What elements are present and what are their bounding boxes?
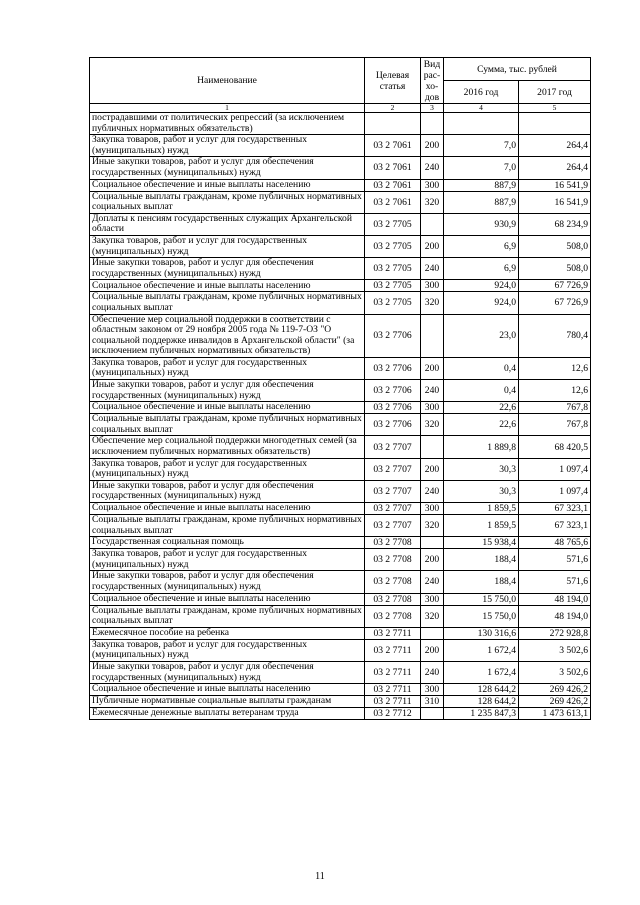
row-type-cell: 300 bbox=[421, 280, 444, 292]
row-2016-cell: 128 644,2 bbox=[444, 684, 519, 696]
row-2016-cell: 15 750,0 bbox=[444, 605, 519, 627]
row-2017-cell: 272 928,8 bbox=[519, 627, 591, 639]
row-2017-cell: 571,6 bbox=[519, 571, 591, 593]
row-2017-cell: 269 426,2 bbox=[519, 696, 591, 708]
row-type-cell: 240 bbox=[421, 571, 444, 593]
row-article-cell: 03 2 7708 bbox=[365, 593, 421, 605]
row-name-cell: Социальное обеспечение и иные выплаты населению bbox=[90, 402, 365, 414]
row-2016-cell: 924,0 bbox=[444, 292, 519, 314]
row-article-cell: 03 2 7711 bbox=[365, 696, 421, 708]
row-name-cell: Государственная социальная помощь bbox=[90, 537, 365, 549]
row-name-cell: Иные закупки товаров, работ и услуг для обеспечения государственных (муниципальных) нужд bbox=[90, 480, 365, 502]
row-type-cell: 300 bbox=[421, 684, 444, 696]
row-article-cell: 03 2 7061 bbox=[365, 191, 421, 213]
row-2017-cell: 67 323,1 bbox=[519, 515, 591, 537]
row-name-cell: Социальные выплаты гражданам, кроме публичных нормативных социальных выплат bbox=[90, 414, 365, 436]
table-row bbox=[90, 213, 591, 235]
row-article-cell: 03 2 7711 bbox=[365, 684, 421, 696]
row-2017-cell: 1 473 613,1 bbox=[519, 708, 591, 720]
row-type-cell bbox=[421, 113, 444, 135]
row-type-cell: 240 bbox=[421, 157, 444, 179]
row-2017-cell: 68 420,5 bbox=[519, 436, 591, 458]
row-name-cell: Публичные нормативные социальные выплаты гражданам bbox=[90, 696, 365, 708]
row-type-cell: 240 bbox=[421, 480, 444, 502]
index-cell: 4 bbox=[444, 104, 519, 113]
header-2017: 2017 год bbox=[519, 81, 591, 104]
table-row bbox=[90, 235, 591, 257]
table-row bbox=[90, 503, 591, 515]
row-2016-cell: 1 859,5 bbox=[444, 503, 519, 515]
row-type-cell: 320 bbox=[421, 515, 444, 537]
row-article-cell: 03 2 7712 bbox=[365, 708, 421, 720]
row-2017-cell: 67 726,9 bbox=[519, 280, 591, 292]
row-2016-cell: 15 938,4 bbox=[444, 537, 519, 549]
table-row bbox=[90, 314, 591, 357]
row-name-cell: Закупка товаров, работ и услуг для государственных (муниципальных) нужд bbox=[90, 458, 365, 480]
table-row bbox=[90, 380, 591, 402]
row-article-cell: 03 2 7711 bbox=[365, 627, 421, 639]
table-row bbox=[90, 661, 591, 683]
row-name-cell: Иные закупки товаров, работ и услуг для обеспечения государственных (муниципальных) нужд bbox=[90, 571, 365, 593]
header-name: Наименование bbox=[90, 58, 365, 104]
row-2017-cell: 12,6 bbox=[519, 380, 591, 402]
row-2017-cell: 269 426,2 bbox=[519, 684, 591, 696]
row-type-cell bbox=[421, 537, 444, 549]
row-2017-cell: 12,6 bbox=[519, 357, 591, 379]
table-row bbox=[90, 571, 591, 593]
row-name-cell: Ежемесячные денежные выплаты ветеранам труда bbox=[90, 708, 365, 720]
row-article-cell: 03 2 7705 bbox=[365, 280, 421, 292]
row-2017-cell: 1 097,4 bbox=[519, 480, 591, 502]
header-sum: Сумма, тыс. рублей bbox=[444, 58, 591, 81]
row-name-cell: Социальные выплаты гражданам, кроме публичных нормативных социальных выплат bbox=[90, 292, 365, 314]
row-name-cell: Социальное обеспечение и иные выплаты населению bbox=[90, 280, 365, 292]
row-article-cell: 03 2 7707 bbox=[365, 458, 421, 480]
row-article-cell: 03 2 7707 bbox=[365, 436, 421, 458]
row-2016-cell: 930,9 bbox=[444, 213, 519, 235]
row-article-cell: 03 2 7706 bbox=[365, 414, 421, 436]
row-article-cell: 03 2 7706 bbox=[365, 357, 421, 379]
row-2017-cell: 767,8 bbox=[519, 402, 591, 414]
row-2016-cell: 130 316,6 bbox=[444, 627, 519, 639]
table-row bbox=[90, 179, 591, 191]
row-type-cell: 300 bbox=[421, 593, 444, 605]
row-name-cell: Доплаты к пенсиям государственных служащих Архангельской области bbox=[90, 213, 365, 235]
row-2017-cell: 67 323,1 bbox=[519, 503, 591, 515]
row-name-cell: Социальные выплаты гражданам, кроме публичных нормативных социальных выплат bbox=[90, 605, 365, 627]
header-article: Целевая статья bbox=[365, 58, 421, 104]
row-name-cell: Социальное обеспечение и иные выплаты населению bbox=[90, 593, 365, 605]
table-row bbox=[90, 480, 591, 502]
row-type-cell: 320 bbox=[421, 605, 444, 627]
row-type-cell: 240 bbox=[421, 661, 444, 683]
row-name-cell: Социальные выплаты гражданам, кроме публичных нормативных социальных выплат bbox=[90, 191, 365, 213]
row-2016-cell: 7,0 bbox=[444, 157, 519, 179]
row-name-cell: Иные закупки товаров, работ и услуг для обеспечения государственных (муниципальных) нужд bbox=[90, 661, 365, 683]
row-name-cell: Социальное обеспечение и иные выплаты населению bbox=[90, 684, 365, 696]
row-article-cell: 03 2 7707 bbox=[365, 480, 421, 502]
table-row bbox=[90, 414, 591, 436]
row-2017-cell: 3 502,6 bbox=[519, 661, 591, 683]
row-name-cell: Социальное обеспечение и иные выплаты населению bbox=[90, 503, 365, 515]
row-2016-cell: 188,4 bbox=[444, 571, 519, 593]
row-article-cell: 03 2 7708 bbox=[365, 549, 421, 571]
row-2017-cell: 16 541,9 bbox=[519, 179, 591, 191]
row-type-cell: 200 bbox=[421, 357, 444, 379]
row-2017-cell: 264,4 bbox=[519, 135, 591, 157]
row-2017-cell bbox=[519, 113, 591, 135]
row-2017-cell: 67 726,9 bbox=[519, 292, 591, 314]
row-2017-cell: 780,4 bbox=[519, 314, 591, 357]
row-name-cell: Обеспечение мер социальной поддержки многодетных семей (за исключением публичных нормативных обязательств) bbox=[90, 436, 365, 458]
row-type-cell bbox=[421, 314, 444, 357]
row-type-cell bbox=[421, 436, 444, 458]
header-row bbox=[90, 58, 591, 81]
row-article-cell: 03 2 7706 bbox=[365, 402, 421, 414]
row-name-cell: Закупка товаров, работ и услуг для государственных (муниципальных) нужд bbox=[90, 135, 365, 157]
row-2016-cell: 6,9 bbox=[444, 235, 519, 257]
table-row bbox=[90, 402, 591, 414]
index-cell: 1 bbox=[90, 104, 365, 113]
row-type-cell: 300 bbox=[421, 402, 444, 414]
row-name-cell: Иные закупки товаров, работ и услуг для обеспечения государственных (муниципальных) нужд bbox=[90, 380, 365, 402]
row-2016-cell: 0,4 bbox=[444, 380, 519, 402]
row-name-cell: Социальные выплаты гражданам, кроме публичных нормативных социальных выплат bbox=[90, 515, 365, 537]
row-type-cell: 200 bbox=[421, 639, 444, 661]
row-type-cell: 200 bbox=[421, 235, 444, 257]
row-name-cell: Закупка товаров, работ и услуг для государственных (муниципальных) нужд bbox=[90, 549, 365, 571]
row-2016-cell: 188,4 bbox=[444, 549, 519, 571]
row-2016-cell: 22,6 bbox=[444, 414, 519, 436]
row-2016-cell: 1 889,8 bbox=[444, 436, 519, 458]
row-2017-cell: 264,4 bbox=[519, 157, 591, 179]
index-cell: 5 bbox=[519, 104, 591, 113]
row-article-cell: 03 2 7705 bbox=[365, 258, 421, 280]
row-2016-cell: 6,9 bbox=[444, 258, 519, 280]
row-2016-cell: 15 750,0 bbox=[444, 593, 519, 605]
row-2016-cell: 1 672,4 bbox=[444, 639, 519, 661]
table-row bbox=[90, 135, 591, 157]
row-2017-cell: 508,0 bbox=[519, 235, 591, 257]
row-article-cell: 03 2 7705 bbox=[365, 235, 421, 257]
row-type-cell: 300 bbox=[421, 179, 444, 191]
row-type-cell: 300 bbox=[421, 503, 444, 515]
row-2016-cell: 22,6 bbox=[444, 402, 519, 414]
table-row bbox=[90, 537, 591, 549]
row-2017-cell: 1 097,4 bbox=[519, 458, 591, 480]
row-article-cell: 03 2 7705 bbox=[365, 292, 421, 314]
row-2016-cell: 887,9 bbox=[444, 191, 519, 213]
row-2016-cell: 1 859,5 bbox=[444, 515, 519, 537]
table-row bbox=[90, 708, 591, 720]
header-2016: 2016 год bbox=[444, 81, 519, 104]
row-2016-cell: 7,0 bbox=[444, 135, 519, 157]
row-article-cell: 03 2 7708 bbox=[365, 571, 421, 593]
table-row bbox=[90, 292, 591, 314]
table-body bbox=[90, 113, 591, 720]
table-row bbox=[90, 696, 591, 708]
table-row bbox=[90, 639, 591, 661]
row-type-cell bbox=[421, 213, 444, 235]
table-row bbox=[90, 157, 591, 179]
row-2017-cell: 767,8 bbox=[519, 414, 591, 436]
row-2017-cell: 3 502,6 bbox=[519, 639, 591, 661]
row-article-cell: 03 2 7711 bbox=[365, 661, 421, 683]
row-type-cell: 200 bbox=[421, 458, 444, 480]
table-row bbox=[90, 515, 591, 537]
row-name-cell: Иные закупки товаров, работ и услуг для обеспечения государственных (муниципальных) нужд bbox=[90, 258, 365, 280]
row-type-cell bbox=[421, 627, 444, 639]
row-name-cell: Обеспечение мер социальной поддержки в соответствии с областным законом от 29 ноября 2005 года № 119-7-ОЗ "О социальной поддержке инвалидов в Архангельской области" (за исключением публичных нормативных обязательств) bbox=[90, 314, 365, 357]
row-name-cell: Ежемесячное пособие на ребенка bbox=[90, 627, 365, 639]
row-2016-cell: 30,3 bbox=[444, 480, 519, 502]
row-article-cell: 03 2 7708 bbox=[365, 537, 421, 549]
index-cell: 2 bbox=[365, 104, 421, 113]
row-type-cell: 200 bbox=[421, 135, 444, 157]
row-article-cell: 03 2 7705 bbox=[365, 213, 421, 235]
table-row bbox=[90, 113, 591, 135]
page-number: 11 bbox=[315, 871, 325, 882]
table-row bbox=[90, 191, 591, 213]
table-row bbox=[90, 684, 591, 696]
row-article-cell: 03 2 7061 bbox=[365, 179, 421, 191]
row-type-cell: 200 bbox=[421, 549, 444, 571]
table-row bbox=[90, 357, 591, 379]
row-name-cell: Иные закупки товаров, работ и услуг для обеспечения государственных (муниципальных) нужд bbox=[90, 157, 365, 179]
row-article-cell: 03 2 7707 bbox=[365, 515, 421, 537]
row-2016-cell: 924,0 bbox=[444, 280, 519, 292]
row-2017-cell: 48 194,0 bbox=[519, 605, 591, 627]
row-type-cell: 320 bbox=[421, 292, 444, 314]
table-row bbox=[90, 436, 591, 458]
row-2017-cell: 508,0 bbox=[519, 258, 591, 280]
row-article-cell: 03 2 7707 bbox=[365, 503, 421, 515]
row-2016-cell: 887,9 bbox=[444, 179, 519, 191]
row-2017-cell: 48 194,0 bbox=[519, 593, 591, 605]
row-article-cell: 03 2 7706 bbox=[365, 314, 421, 357]
row-2017-cell: 571,6 bbox=[519, 549, 591, 571]
row-2016-cell: 128 644,2 bbox=[444, 696, 519, 708]
row-2016-cell: 30,3 bbox=[444, 458, 519, 480]
budget-table bbox=[89, 57, 591, 720]
row-type-cell: 320 bbox=[421, 414, 444, 436]
row-article-cell: 03 2 7061 bbox=[365, 135, 421, 157]
row-name-cell: Закупка товаров, работ и услуг для государственных (муниципальных) нужд bbox=[90, 639, 365, 661]
row-article-cell: 03 2 7061 bbox=[365, 157, 421, 179]
table-row bbox=[90, 549, 591, 571]
row-2016-cell bbox=[444, 113, 519, 135]
row-name-cell: Социальное обеспечение и иные выплаты населению bbox=[90, 179, 365, 191]
row-type-cell: 240 bbox=[421, 380, 444, 402]
row-type-cell bbox=[421, 708, 444, 720]
row-article-cell: 03 2 7708 bbox=[365, 605, 421, 627]
table-row bbox=[90, 605, 591, 627]
row-2016-cell: 0,4 bbox=[444, 357, 519, 379]
row-name-cell: пострадавшими от политических репрессий (за исключением публичных нормативных обязательств) bbox=[90, 113, 365, 135]
row-2016-cell: 1 672,4 bbox=[444, 661, 519, 683]
table-row bbox=[90, 258, 591, 280]
row-2016-cell: 1 235 847,3 bbox=[444, 708, 519, 720]
table-row bbox=[90, 280, 591, 292]
index-cell: 3 bbox=[421, 104, 444, 113]
row-2017-cell: 16 541,9 bbox=[519, 191, 591, 213]
table-row bbox=[90, 593, 591, 605]
header-type: Вид рас-хо-дов bbox=[421, 58, 444, 104]
row-article-cell: 03 2 7711 bbox=[365, 639, 421, 661]
row-article-cell: 03 2 7706 bbox=[365, 380, 421, 402]
row-type-cell: 240 bbox=[421, 258, 444, 280]
table-row bbox=[90, 627, 591, 639]
row-name-cell: Закупка товаров, работ и услуг для государственных (муниципальных) нужд bbox=[90, 235, 365, 257]
row-2017-cell: 48 765,6 bbox=[519, 537, 591, 549]
row-type-cell: 320 bbox=[421, 191, 444, 213]
row-name-cell: Закупка товаров, работ и услуг для государственных (муниципальных) нужд bbox=[90, 357, 365, 379]
row-2016-cell: 23,0 bbox=[444, 314, 519, 357]
table-row bbox=[90, 458, 591, 480]
row-type-cell: 310 bbox=[421, 696, 444, 708]
row-article-cell bbox=[365, 113, 421, 135]
row-2017-cell: 68 234,9 bbox=[519, 213, 591, 235]
